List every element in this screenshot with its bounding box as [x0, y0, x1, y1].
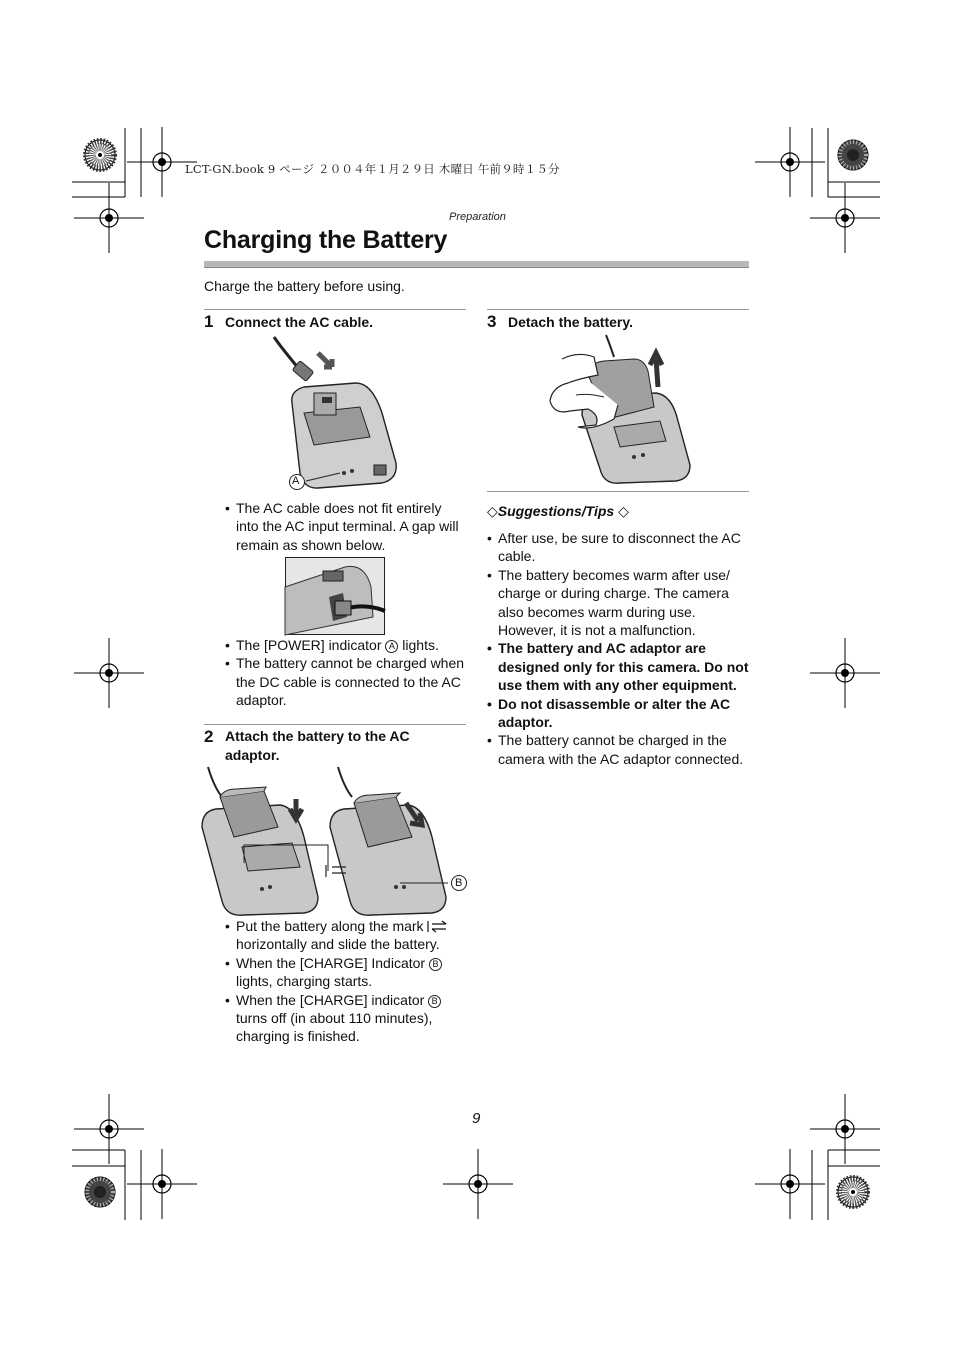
charge-off-pre: When the [CHARGE] indicator [236, 991, 425, 1008]
slide-mark-icon [427, 920, 447, 932]
attach-battery-illustration [200, 767, 470, 917]
tip-item: • The battery and AC adaptor are designed only for this camera. Do not use them with any other equipment. [487, 639, 749, 694]
mark-bullet [225, 917, 465, 954]
title-rule [204, 261, 749, 268]
charge-on-bullet [225, 954, 465, 991]
book-header-line: LCT-GN.book 9 ページ ２００４年１月２９日 木曜日 午前９時１５分 [185, 162, 560, 176]
step2-bullets [225, 917, 465, 1046]
step1-number: 1 [204, 312, 214, 331]
step3-heading [487, 312, 749, 332]
tips-list [487, 529, 749, 768]
step2-heading-text: Attach the battery to the AC adaptor. [225, 728, 410, 763]
tip-item: • Do not disassemble or alter the AC adaptor. [487, 695, 749, 732]
dc-cable-bullet: • The battery cannot be charged when the DC cable is connected to the AC adaptor. [225, 654, 465, 709]
tip-item: • After use, be sure to disconnect the AC cable. [487, 529, 749, 566]
charge-on-post: lights, charging starts. [236, 973, 373, 990]
intro-text: Charge the battery before using. [204, 278, 405, 294]
step1-bullet: • The AC cable does not fit entirely into the AC input terminal. A gap will remain as shown below. [225, 499, 465, 554]
tips-heading-text: Suggestions/Tips [497, 503, 615, 519]
tips-heading [487, 503, 749, 520]
tip-item: • The battery cannot be charged in the camera with the AC adaptor connected. [487, 731, 749, 768]
mark-text-cont: horizontally and slide the battery. [236, 936, 440, 953]
page-number: 9 [472, 1110, 481, 1127]
charge-off-bullet [225, 991, 465, 1046]
step1-bullets-a [225, 499, 465, 554]
marker-a: A [385, 640, 398, 653]
callout-a-label: A [292, 475, 300, 487]
charge-off-post: turns off (in about 110 minutes), charging is finished. [236, 1010, 433, 1045]
step3-rule [487, 309, 749, 310]
step1-rule [204, 309, 466, 310]
step1-heading-text: Connect the AC cable. [225, 314, 374, 330]
step2-heading [204, 727, 466, 765]
marker-b: B [428, 995, 441, 1008]
step2-number: 2 [204, 727, 214, 746]
marker-b: B [429, 958, 442, 971]
power-text-pre: The [POWER] indicator [236, 637, 382, 653]
step1-bullets-b [225, 636, 465, 710]
charge-on-pre: When the [CHARGE] Indicator [236, 954, 426, 971]
diamond-icon: ◇ [487, 503, 498, 519]
section-label: Preparation [449, 211, 506, 223]
charger-ac-cable-illustration [270, 333, 400, 493]
step2-rule [204, 724, 466, 725]
tips-rule [487, 491, 749, 492]
diamond-icon: ◇ [618, 503, 629, 519]
step1-heading [204, 312, 466, 332]
mark-text: Put the battery along the mark [236, 918, 424, 934]
ac-terminal-gap-illustration [285, 557, 385, 635]
step3-number: 3 [487, 312, 497, 331]
step3-heading-text: Detach the battery. [508, 314, 633, 330]
page-title: Charging the Battery [204, 226, 448, 254]
power-text-post: lights. [402, 637, 439, 653]
tip-item: • The battery becomes warm after use/ charge or during charge. The camera also becomes warm during use. However, it is not a malfunction. [487, 566, 749, 640]
power-indicator-bullet [225, 636, 465, 654]
detach-battery-illustration [548, 335, 698, 485]
callout-b-label: B [455, 877, 463, 889]
